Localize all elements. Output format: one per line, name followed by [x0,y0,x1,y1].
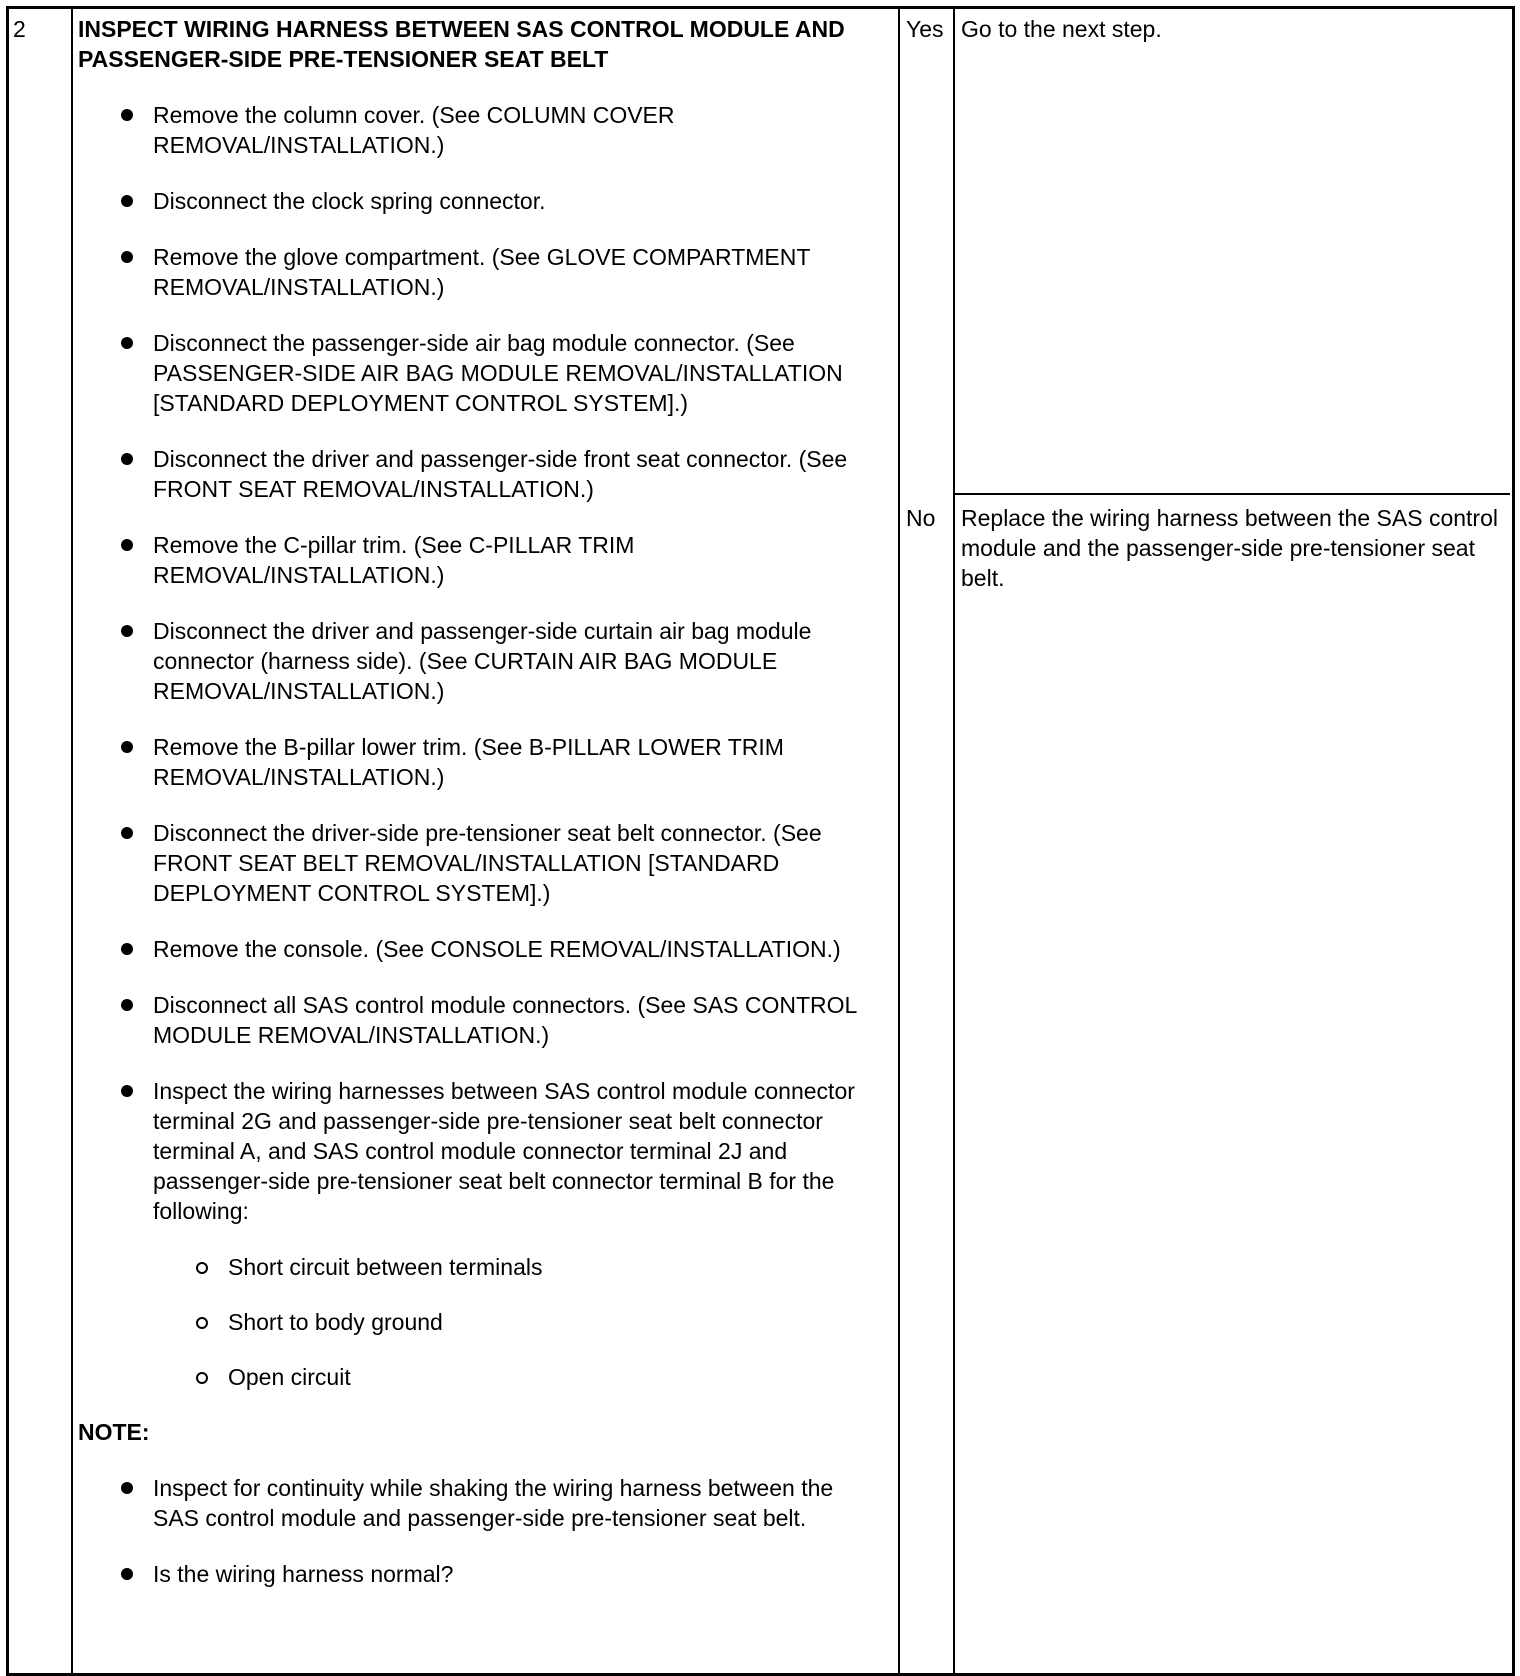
yes-action: Go to the next step. [961,16,1162,42]
note-label: NOTE: [78,1419,150,1445]
row-divider [955,493,1510,495]
sub-list-item: Open circuit [78,1362,868,1392]
yes-label: Yes [906,16,944,42]
step-content [78,14,868,1615]
column-divider [898,9,900,1673]
step-title: INSPECT WIRING HARNESS BETWEEN SAS CONTROL MODULE AND PASSENGER-SIDE PRE-TENSIONER SEAT BELT [78,16,845,72]
column-divider [953,9,955,1673]
note-item: Is the wiring harness normal? [78,1559,868,1589]
list-item: Disconnect the driver and passenger-side front seat connector. (See FRONT SEAT REMOVAL/INSTALLATION.) [78,444,868,504]
note-item: Inspect for continuity while shaking the wiring harness between the SAS control module and passenger-side pre-tensioner seat belt. [78,1473,868,1533]
list-item: Remove the column cover. (See COLUMN COVER REMOVAL/INSTALLATION.) [78,100,868,160]
column-divider [71,9,73,1673]
sub-list-item: Short circuit between terminals [78,1252,868,1282]
list-item: Disconnect the passenger-side air bag module connector. (See PASSENGER-SIDE AIR BAG MODULE REMOVAL/INSTALLATION [STANDARD DEPLOYMENT CONTROL SYSTEM].) [78,328,868,418]
list-item: Remove the console. (See CONSOLE REMOVAL/INSTALLATION.) [78,934,868,964]
list-item: Remove the C-pillar trim. (See C-PILLAR TRIM REMOVAL/INSTALLATION.) [78,530,868,590]
list-item: Disconnect the driver and passenger-side curtain air bag module connector (harness side). (See CURTAIN AIR BAG MODULE REMOVAL/INSTALLATION.) [78,616,868,706]
list-item: Remove the B-pillar lower trim. (See B-PILLAR LOWER TRIM REMOVAL/INSTALLATION.) [78,732,868,792]
list-item: Inspect the wiring harnesses between SAS control module connector terminal 2G and passenger-side pre-tensioner seat belt connector terminal A, and SAS control module connector terminal 2J and passenger-side pre-tensioner seat belt connector terminal B for the following: [78,1076,868,1226]
note-list [78,1473,868,1589]
list-item: Disconnect all SAS control module connectors. (See SAS CONTROL MODULE REMOVAL/INSTALLATION.) [78,990,868,1050]
step-number: 2 [13,16,26,42]
list-item: Disconnect the driver-side pre-tensioner seat belt connector. (See FRONT SEAT BELT REMOVAL/INSTALLATION [STANDARD DEPLOYMENT CONTROL SYSTEM].) [78,818,868,908]
sub-list [78,1252,868,1392]
list-item: Disconnect the clock spring connector. [78,186,868,216]
sub-list-item: Short to body ground [78,1307,868,1337]
no-action: Replace the wiring harness between the SAS control module and the passenger-side pre-tensioner seat belt. [961,505,1498,591]
procedure-list [78,100,868,1226]
no-label: No [906,505,936,531]
list-item: Remove the glove compartment. (See GLOVE COMPARTMENT REMOVAL/INSTALLATION.) [78,242,868,302]
